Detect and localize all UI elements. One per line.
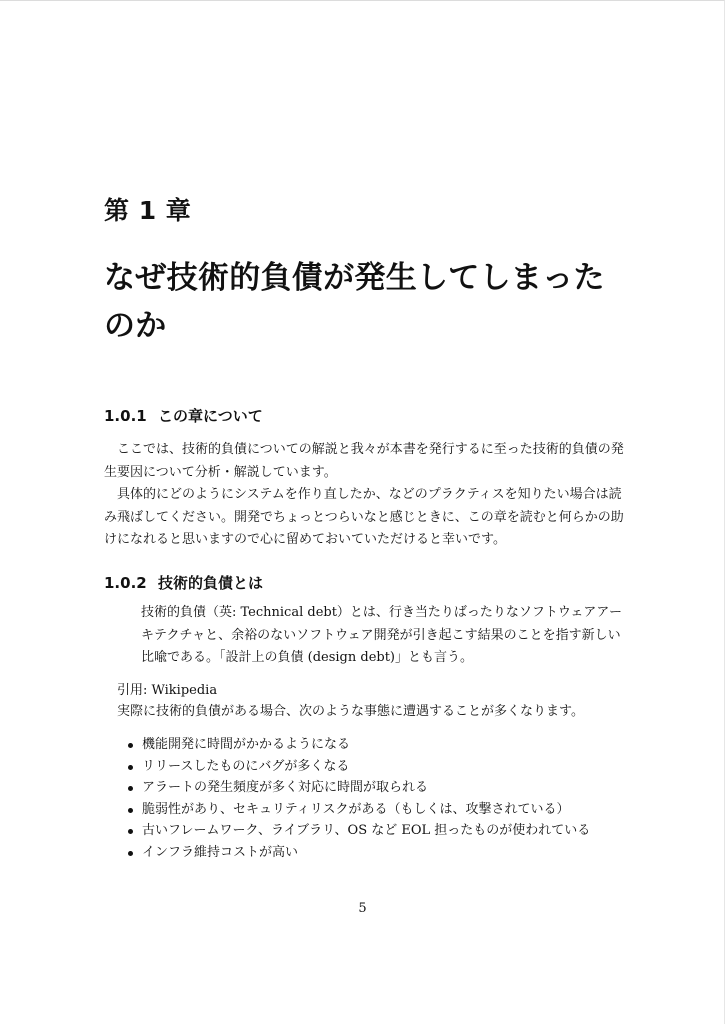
section-title: この章について bbox=[158, 407, 263, 425]
list-item-text: 機能開発に時間がかかるようになる bbox=[142, 737, 351, 752]
section-title: 技術的負債とは bbox=[158, 574, 264, 592]
chapter-title bbox=[104, 254, 634, 350]
section-heading-about-chapter bbox=[104, 406, 263, 426]
list-item-text: インフラ維持コストが高い bbox=[142, 844, 299, 860]
symptom-list bbox=[104, 734, 632, 863]
list-item bbox=[104, 777, 632, 799]
section-heading-technical-debt bbox=[104, 573, 263, 593]
bullet-icon bbox=[128, 765, 133, 770]
chapter-label: 第 1 章 bbox=[104, 196, 192, 225]
list-item bbox=[104, 842, 632, 864]
bullet-icon bbox=[128, 786, 133, 791]
chapter-title-line-2: のか bbox=[104, 308, 167, 344]
list-item bbox=[104, 734, 632, 756]
chapter-title-line-1: なぜ技術的負債が発生してしまった bbox=[104, 260, 605, 296]
list-item-text: アラートの発生頻度が多く対応に時間が取られる bbox=[142, 780, 429, 795]
section-number: 1.0.2 bbox=[104, 574, 147, 592]
definition-quote: 技術的負債（英: Technical debt）とは、行き当たりばったりなソフトウェアアーキテクチャと、余裕のないソフトウェア開発が引き起こす結果のことを指す新しい比喩である。「設計上の負債 (design debt)」とも言う。 bbox=[141, 605, 623, 665]
list-intro: 実際に技術的負債がある場合、次のような事態に遭遇することが多くなります。 bbox=[117, 704, 584, 719]
list-item bbox=[104, 820, 632, 842]
section-number: 1.0.1 bbox=[104, 407, 147, 425]
paragraph-overview: ここでは、技術的負債についての解説と我々が本書を発行するに至った技術的負債の発生要因について分析・解説しています。 bbox=[104, 442, 624, 480]
paragraph-skip-note: 具体的にどのようにシステムを作り直したか、などのプラクティスを知りたい場合は読み飛ばしてください。開発でちょっとつらいなと感じときに、この章を読むと何らかの助けになれると思いますので心に留めておいていただけると幸いです。 bbox=[104, 487, 624, 547]
bullet-icon bbox=[128, 743, 133, 748]
bullet-icon bbox=[128, 808, 133, 813]
bullet-icon bbox=[128, 851, 133, 856]
page-number: 5 bbox=[358, 901, 367, 916]
bullet-icon bbox=[128, 829, 133, 834]
list-item bbox=[104, 756, 632, 778]
list-item bbox=[104, 799, 632, 821]
list-item-text: 脆弱性があり、セキュリティリスクがある（もしくは、攻撃されている） bbox=[142, 801, 570, 817]
list-item-text: 古いフレームワーク、ライブラリ、OS など EOL 担ったものが使われている bbox=[142, 823, 591, 838]
citation-source: 引用: Wikipedia bbox=[117, 683, 218, 698]
list-item-text: リリースしたものにバグが多くなる bbox=[142, 758, 350, 774]
